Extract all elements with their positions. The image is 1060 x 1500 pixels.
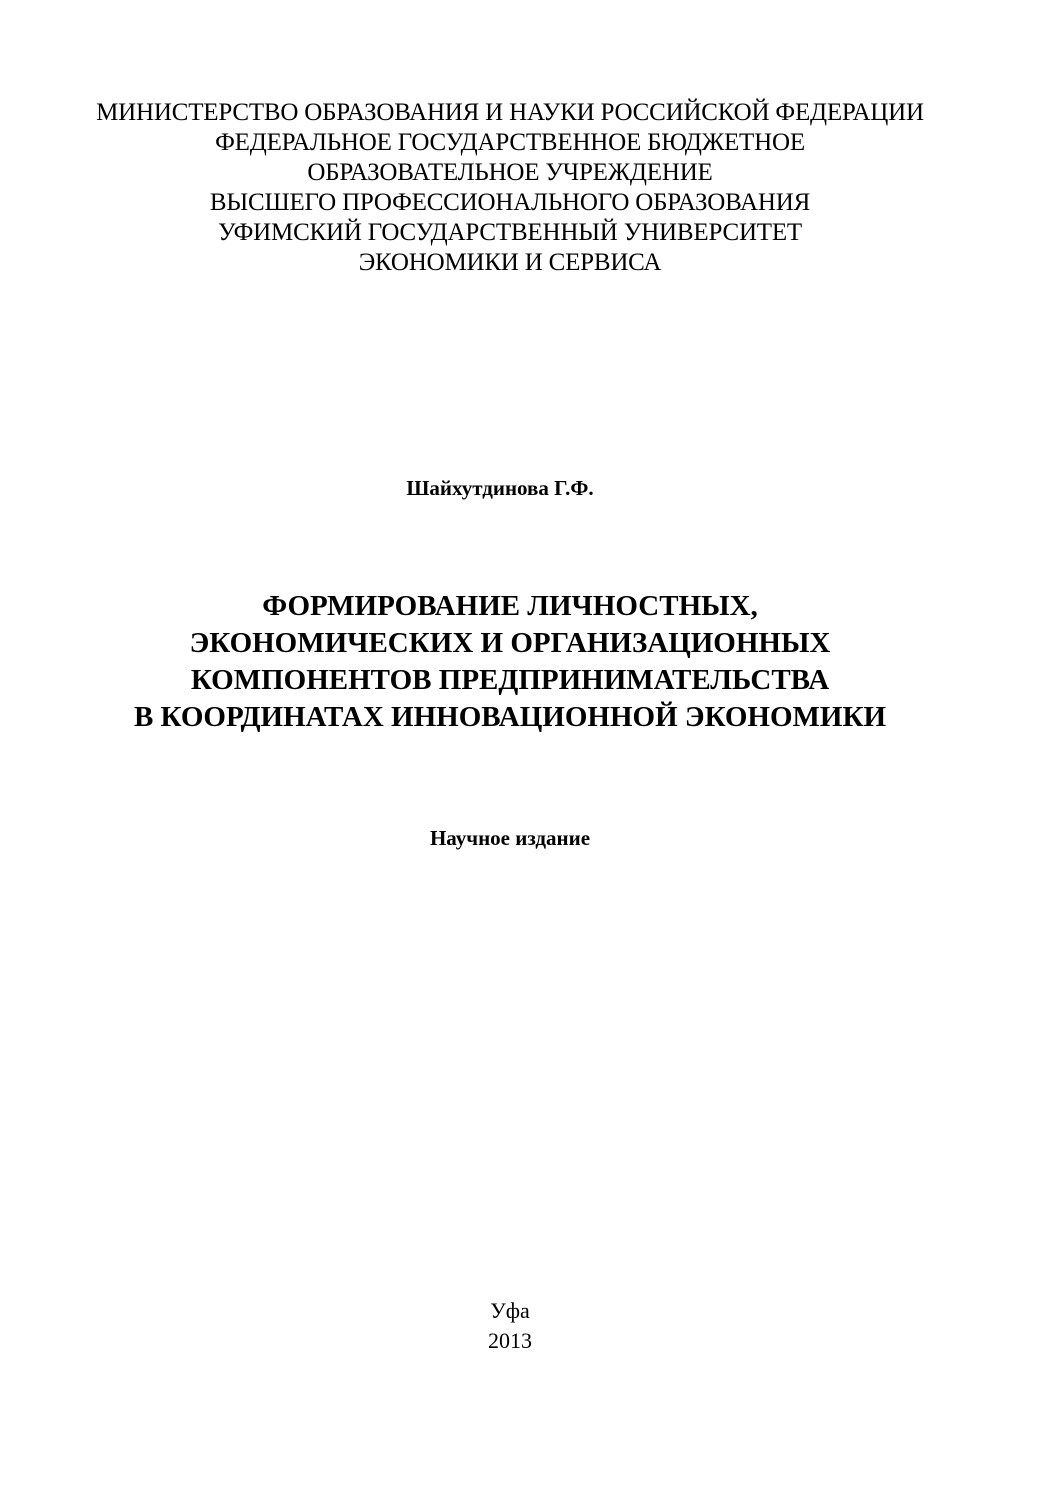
author-name: Шайхутдинова Г.Ф.: [406, 476, 594, 500]
title-line: КОМПОНЕНТОВ ПРЕДПРИНИМАТЕЛЬСТВА: [190, 664, 830, 696]
institution-line: ЭКОНОМИКИ И СЕРВИСА: [358, 249, 662, 276]
institution-line: ВЫСШЕГО ПРОФЕССИОНАЛЬНОГО ОБРАЗОВАНИЯ: [209, 189, 811, 216]
title-line: В КООРДИНАТАХ ИННОВАЦИОННОЙ ЭКОНОМИКИ: [133, 701, 887, 733]
institution-line: ОБРАЗОВАТЕЛЬНОЕ УЧРЕЖДЕНИЕ: [307, 159, 713, 186]
institution-header: [0, 98, 1020, 278]
imprint-year: 2013: [488, 1328, 532, 1353]
institution-line: МИНИСТЕРСТВО ОБРАЗОВАНИЯ И НАУКИ РОССИЙСКОЙ ФЕДЕРАЦИИ: [96, 99, 924, 126]
imprint: [0, 1296, 1020, 1356]
title-line: ФОРМИРОВАНИЕ ЛИЧНОСТНЫХ,: [262, 590, 758, 622]
imprint-city: Уфа: [490, 1298, 530, 1323]
institution-line: УФИМСКИЙ ГОСУДАРСТВЕННЫЙ УНИВЕРСИТЕТ: [217, 219, 803, 246]
book-title: [0, 588, 1020, 736]
edition-type: Научное издание: [429, 826, 591, 850]
title-line: ЭКОНОМИЧЕСКИХ И ОРГАНИЗАЦИОННЫХ: [189, 627, 831, 659]
institution-line: ФЕДЕРАЛЬНОЕ ГОСУДАРСТВЕННОЕ БЮДЖЕТНОЕ: [215, 129, 805, 156]
